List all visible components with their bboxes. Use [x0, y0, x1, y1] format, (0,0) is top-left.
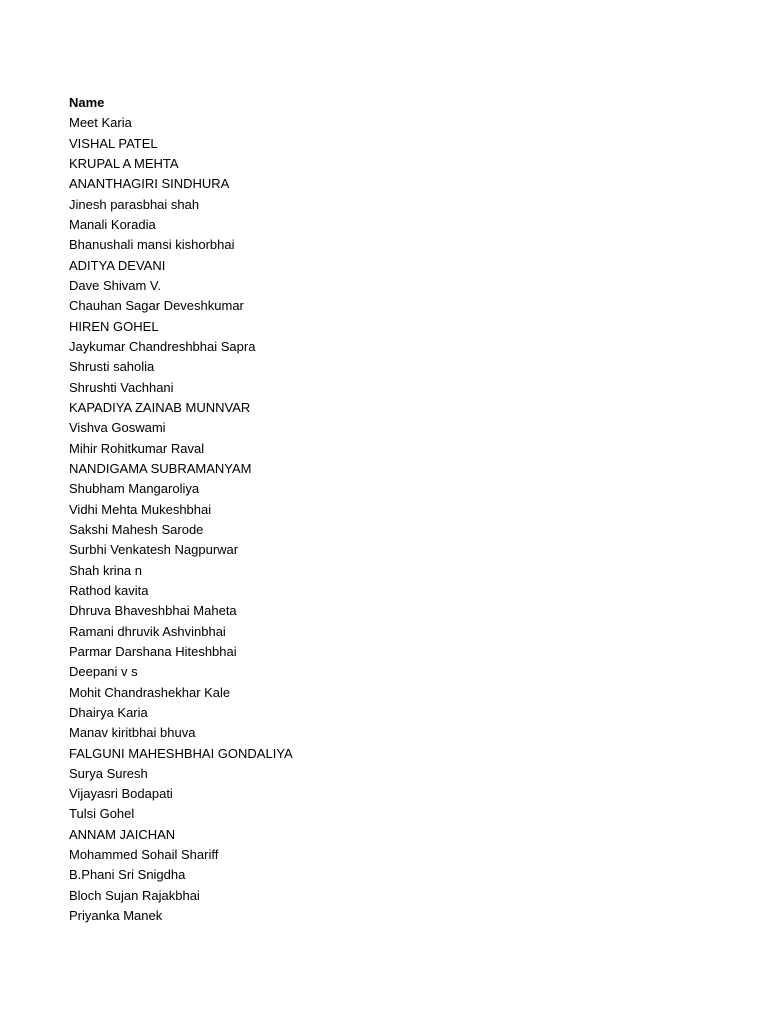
name-row: Vishva Goswami: [69, 420, 166, 436]
name-row: ANNAM JAICHAN: [69, 826, 176, 842]
name-row: KRUPAL A MEHTA: [69, 155, 179, 171]
name-row: Manali Koradia: [69, 216, 156, 232]
name-row: Manav kiritbhai bhuva: [69, 725, 196, 741]
name-row: Surbhi Venkatesh Nagpurwar: [69, 542, 239, 558]
name-row: Tulsi Gohel: [69, 806, 135, 822]
name-row: Jinesh parasbhai shah: [69, 196, 200, 212]
name-row: Dhruva Bhaveshbhai Maheta: [69, 603, 237, 619]
name-row: Shubham Mangaroliya: [69, 481, 200, 497]
name-row: ANANTHAGIRI SINDHURA: [69, 176, 230, 192]
name-row: B.Phani Sri Snigdha: [69, 867, 186, 883]
name-row: Meet Karia: [69, 115, 132, 131]
name-row: Vidhi Mehta Mukeshbhai: [69, 501, 212, 517]
name-row: KAPADIYA ZAINAB MUNNVAR: [69, 399, 251, 415]
name-row: NANDIGAMA SUBRAMANYAM: [69, 460, 252, 476]
name-row: Mohit Chandrashekhar Kale: [69, 684, 231, 700]
name-row: Parmar Darshana Hiteshbhai: [69, 643, 237, 659]
name-sheet: [69, 93, 729, 926]
name-row: FALGUNI MAHESHBHAI GONDALIYA: [69, 745, 293, 761]
name-row: Vijayasri Bodapati: [69, 786, 173, 802]
name-list: [69, 113, 729, 926]
name-row: Surya Suresh: [69, 765, 148, 781]
name-row: Dhairya Karia: [69, 704, 148, 720]
name-row: Ramani dhruvik Ashvinbhai: [69, 623, 226, 639]
name-row: Shah krina n: [69, 562, 142, 578]
name-row: Sakshi Mahesh Sarode: [69, 521, 204, 537]
name-row: Chauhan Sagar Deveshkumar: [69, 298, 244, 314]
name-row: Shrushti Vachhani: [69, 379, 174, 395]
name-row: HIREN GOHEL: [69, 318, 159, 334]
name-row: Jaykumar Chandreshbhai Sapra: [69, 338, 256, 354]
name-row: Dave Shivam V.: [69, 277, 162, 293]
column-header-name: Name: [69, 95, 105, 110]
name-row: Rathod kavita: [69, 582, 149, 598]
name-row: Shrusti saholia: [69, 359, 155, 375]
name-row: Mohammed Sohail Shariff: [69, 847, 219, 863]
name-row: Mihir Rohitkumar Raval: [69, 440, 205, 456]
name-row: Bhanushali mansi kishorbhai: [69, 237, 235, 253]
name-row: ADITYA DEVANI: [69, 257, 166, 273]
name-row: Deepani v s: [69, 664, 138, 680]
name-row: Priyanka Manek: [69, 908, 163, 924]
name-row: Bloch Sujan Rajakbhai: [69, 887, 200, 903]
name-row: VISHAL PATEL: [69, 135, 158, 151]
